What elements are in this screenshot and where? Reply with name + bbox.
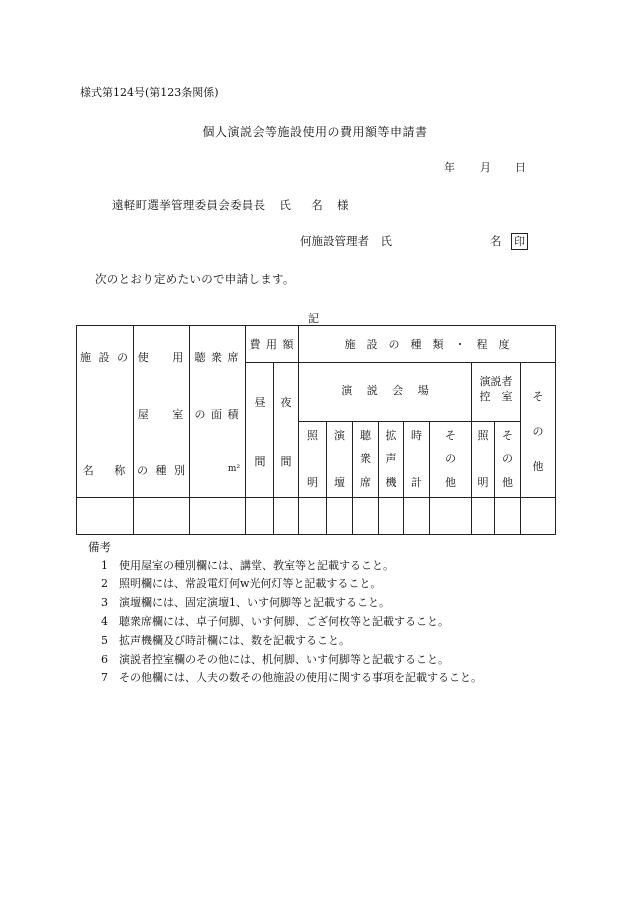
venue-other-header-1: そ [445, 429, 456, 442]
daytime-header-2: 間 [254, 455, 266, 468]
room-other-header-2: の [502, 452, 513, 465]
hline [298, 421, 520, 422]
applicant-title: 何施設管理者 氏 [300, 234, 392, 248]
vline [520, 362, 521, 535]
note-item [101, 578, 381, 589]
room-lighting-header-1: 照 [477, 429, 489, 442]
vline [245, 325, 246, 535]
lighting-header-2: 明 [307, 476, 318, 489]
note-item [101, 616, 449, 627]
venue-other-header-3: 他 [445, 476, 456, 489]
note-item [101, 654, 449, 665]
application-table [76, 325, 556, 535]
venue-header: 演 説 会 場 [341, 384, 429, 397]
seal-box: 印 [511, 233, 528, 250]
note-number: 4 [101, 615, 108, 628]
note-text: 聴衆席欄には、卓子何脚、いす何脚、ござ何枚等と記載すること。 [119, 615, 449, 628]
addressee [112, 200, 349, 212]
clock-header-2: 計 [411, 476, 422, 489]
speaker-room-header-2: 控 室 [479, 390, 513, 403]
note-text: その他欄には、人夫の数その他施設の使用に関する事項を記載すること。 [119, 671, 482, 684]
table-border-bottom [76, 534, 556, 535]
note-number: 7 [101, 671, 108, 684]
room-other-header-3: 他 [502, 476, 513, 489]
seats-header-2: 衆 [360, 452, 371, 465]
note-item [101, 597, 390, 608]
addressee-shi: 氏 [279, 198, 292, 212]
clock-header-1: 時 [411, 429, 422, 442]
facility-name-header-bottom: 名 称 [82, 464, 128, 477]
date-month-label: 月 [480, 161, 491, 174]
loudspeaker-header-2: 声 [385, 452, 397, 465]
other-col-2: の [532, 425, 544, 438]
hline [245, 362, 556, 363]
note-text: 拡声機欄及び時計欄には、数を記載すること。 [119, 634, 350, 647]
addressee-mei: 名 [311, 198, 324, 212]
podium-header-2: 壇 [334, 476, 345, 489]
note-number: 2 [101, 577, 108, 590]
kind-degree-header: 施 設 の 種 類 ・ 程 度 [344, 338, 510, 351]
note-item [101, 560, 394, 571]
intro-text: 次のとおり定めたいので申請します。 [95, 272, 295, 286]
vline [471, 362, 472, 535]
night-header-2: 間 [280, 455, 292, 468]
note-number: 5 [101, 634, 108, 647]
remarks-title: 備考 [88, 540, 111, 554]
seats-header-1: 聴 [360, 429, 371, 442]
use-room-header-bottom: の 種 別 [137, 464, 187, 477]
document-title: 個人演説会等施設使用の費用額等申請書 [202, 125, 428, 139]
audience-area-header-top: 聴 衆 席 [194, 351, 240, 364]
speaker-room-header-1: 演説者 [479, 375, 513, 388]
ki-label: 記 [308, 312, 319, 325]
lighting-header-1: 照 [307, 429, 318, 442]
addressee-org: 遠軽町選挙管理委員会委員長 [112, 198, 266, 212]
note-item [101, 635, 350, 646]
facility-name-header-top: 施 設 の [80, 351, 130, 364]
form-number: 様式第124号(第123条関係) [80, 86, 219, 99]
audience-area-unit: m² [227, 464, 241, 474]
note-text: 演壇欄には、固定演壇1、いす何脚等と記載すること。 [119, 596, 390, 609]
table-border-right [555, 325, 556, 535]
room-lighting-header-2: 明 [477, 476, 489, 489]
cost-header: 費 用 額 [249, 338, 295, 351]
addressee-sama: 様 [337, 198, 349, 212]
venue-other-header-2: の [445, 452, 456, 465]
hline [76, 497, 556, 498]
date-year-label: 年 [444, 161, 455, 174]
note-number: 1 [101, 559, 108, 572]
daytime-header: 昼 [254, 396, 266, 409]
applicant-name-label: 名 [490, 234, 502, 248]
use-room-header-top: 使 用 [137, 351, 187, 364]
note-item [101, 672, 482, 683]
podium-header-1: 演 [334, 429, 345, 442]
other-col-3: 他 [532, 460, 544, 473]
note-number: 6 [101, 653, 108, 666]
vline [273, 362, 274, 535]
other-col-1: そ [532, 390, 544, 403]
table-border-left [76, 325, 77, 535]
date-day-label: 日 [515, 161, 526, 174]
note-number: 3 [101, 596, 108, 609]
room-other-header-1: そ [502, 429, 513, 442]
note-text: 演説者控室欄のその他には、机何脚、いす何脚等と記載すること。 [119, 653, 449, 666]
seats-header-3: 席 [360, 476, 371, 489]
audience-area-header-mid: の 面 積 [194, 408, 240, 421]
loudspeaker-header-1: 拡 [385, 429, 397, 442]
night-header: 夜 [280, 396, 292, 409]
vline [133, 325, 134, 535]
note-text: 使用屋室の種別欄には、講堂、教室等と記載すること。 [119, 559, 394, 572]
loudspeaker-header-3: 機 [385, 476, 397, 489]
table-border-top [76, 325, 556, 326]
use-room-header-mid: 屋 室 [137, 408, 187, 421]
note-text: 照明欄には、常設電灯何w光何灯等と記載すること。 [119, 577, 382, 590]
